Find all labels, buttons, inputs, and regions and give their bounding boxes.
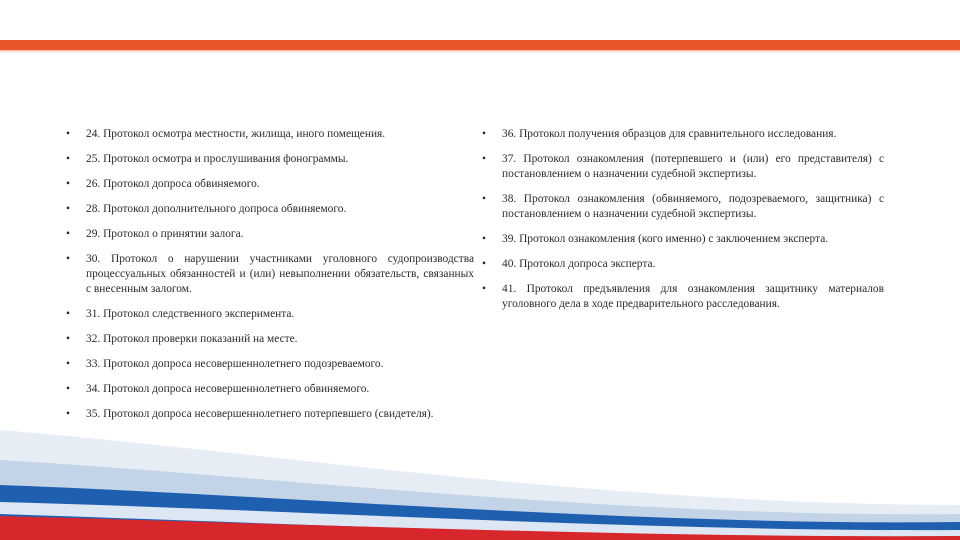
list-item xyxy=(62,227,474,242)
list-item xyxy=(62,382,474,397)
list-item xyxy=(478,257,884,272)
list-item-text: 25. Протокол осмотра и прослушивания фонограммы. xyxy=(86,153,349,165)
list-item-text: 38. Протокол ознакомления (обвиняемого, подозреваемого, защитника) с постановлением о назначении судебной экспертизы. xyxy=(502,193,884,220)
list-item xyxy=(478,192,884,222)
list-item-text: 32. Протокол проверки показаний на месте. xyxy=(86,333,298,345)
bullet-icon: • xyxy=(66,408,70,420)
bullet-icon: • xyxy=(482,233,486,245)
list-item-text: 31. Протокол следственного эксперимента. xyxy=(86,308,295,320)
list-item xyxy=(62,252,474,297)
list-item xyxy=(62,332,474,347)
bullet-icon: • xyxy=(66,253,70,265)
bullet-icon: • xyxy=(66,333,70,345)
bullet-icon: • xyxy=(482,283,486,295)
bullet-icon: • xyxy=(482,258,486,270)
bullet-icon: • xyxy=(66,383,70,395)
bullet-icon: • xyxy=(66,153,70,165)
list-item xyxy=(62,127,474,142)
bullet-icon: • xyxy=(66,128,70,140)
bullet-icon: • xyxy=(482,128,486,140)
list-item xyxy=(62,152,474,167)
protocol-list-right xyxy=(478,127,884,312)
list-item-text: 37. Протокол ознакомления (потерпевшего и (или) его представителя) с постановлением о назначении судебной экспертизы. xyxy=(502,153,884,180)
bullet-icon: • xyxy=(66,358,70,370)
list-item xyxy=(62,307,474,322)
list-item-text: 41. Протокол предъявления для ознакомления защитнику материалов уголовного дела в ходе предварительного расследования. xyxy=(502,283,884,310)
list-item xyxy=(478,152,884,182)
list-item-text: 35. Протокол допроса несовершеннолетнего потерпевшего (свидетеля). xyxy=(86,408,434,420)
bullet-icon: • xyxy=(66,178,70,190)
list-item-text: 36. Протокол получения образцов для сравнительного исследования. xyxy=(502,128,837,140)
list-item xyxy=(62,202,474,217)
list-item xyxy=(478,232,884,247)
top-accent-stripe xyxy=(0,40,960,50)
list-item-text: 26. Протокол допроса обвиняемого. xyxy=(86,178,260,190)
bullet-icon: • xyxy=(66,228,70,240)
list-item-text: 33. Протокол допроса несовершеннолетнего подозреваемого. xyxy=(86,358,384,370)
left-column xyxy=(62,127,474,432)
list-item-text: 29. Протокол о принятии залога. xyxy=(86,228,244,240)
protocol-list-left xyxy=(62,127,474,422)
bullet-icon: • xyxy=(482,193,486,205)
top-stripe-shadow xyxy=(0,50,960,53)
list-item xyxy=(62,407,474,422)
bullet-icon: • xyxy=(66,308,70,320)
bullet-icon: • xyxy=(482,153,486,165)
list-item xyxy=(478,127,884,142)
list-item-text: 39. Протокол ознакомления (кого именно) с заключением эксперта. xyxy=(502,233,829,245)
list-item-text: 40. Протокол допроса эксперта. xyxy=(502,258,656,270)
list-item xyxy=(62,177,474,192)
right-column xyxy=(478,127,884,322)
list-item xyxy=(478,282,884,312)
list-item xyxy=(62,357,474,372)
list-item-text: 34. Протокол допроса несовершеннолетнего обвиняемого. xyxy=(86,383,370,395)
list-item-text: 30. Протокол о нарушении участниками уголовного судопроизводства процессуальных обязанностей и (или) невыполнении обязательств, связанных с внесенным залогом. xyxy=(86,253,474,295)
bullet-icon: • xyxy=(66,203,70,215)
list-item-text: 28. Протокол дополнительного допроса обвиняемого. xyxy=(86,203,347,215)
list-item-text: 24. Протокол осмотра местности, жилища, иного помещения. xyxy=(86,128,386,140)
